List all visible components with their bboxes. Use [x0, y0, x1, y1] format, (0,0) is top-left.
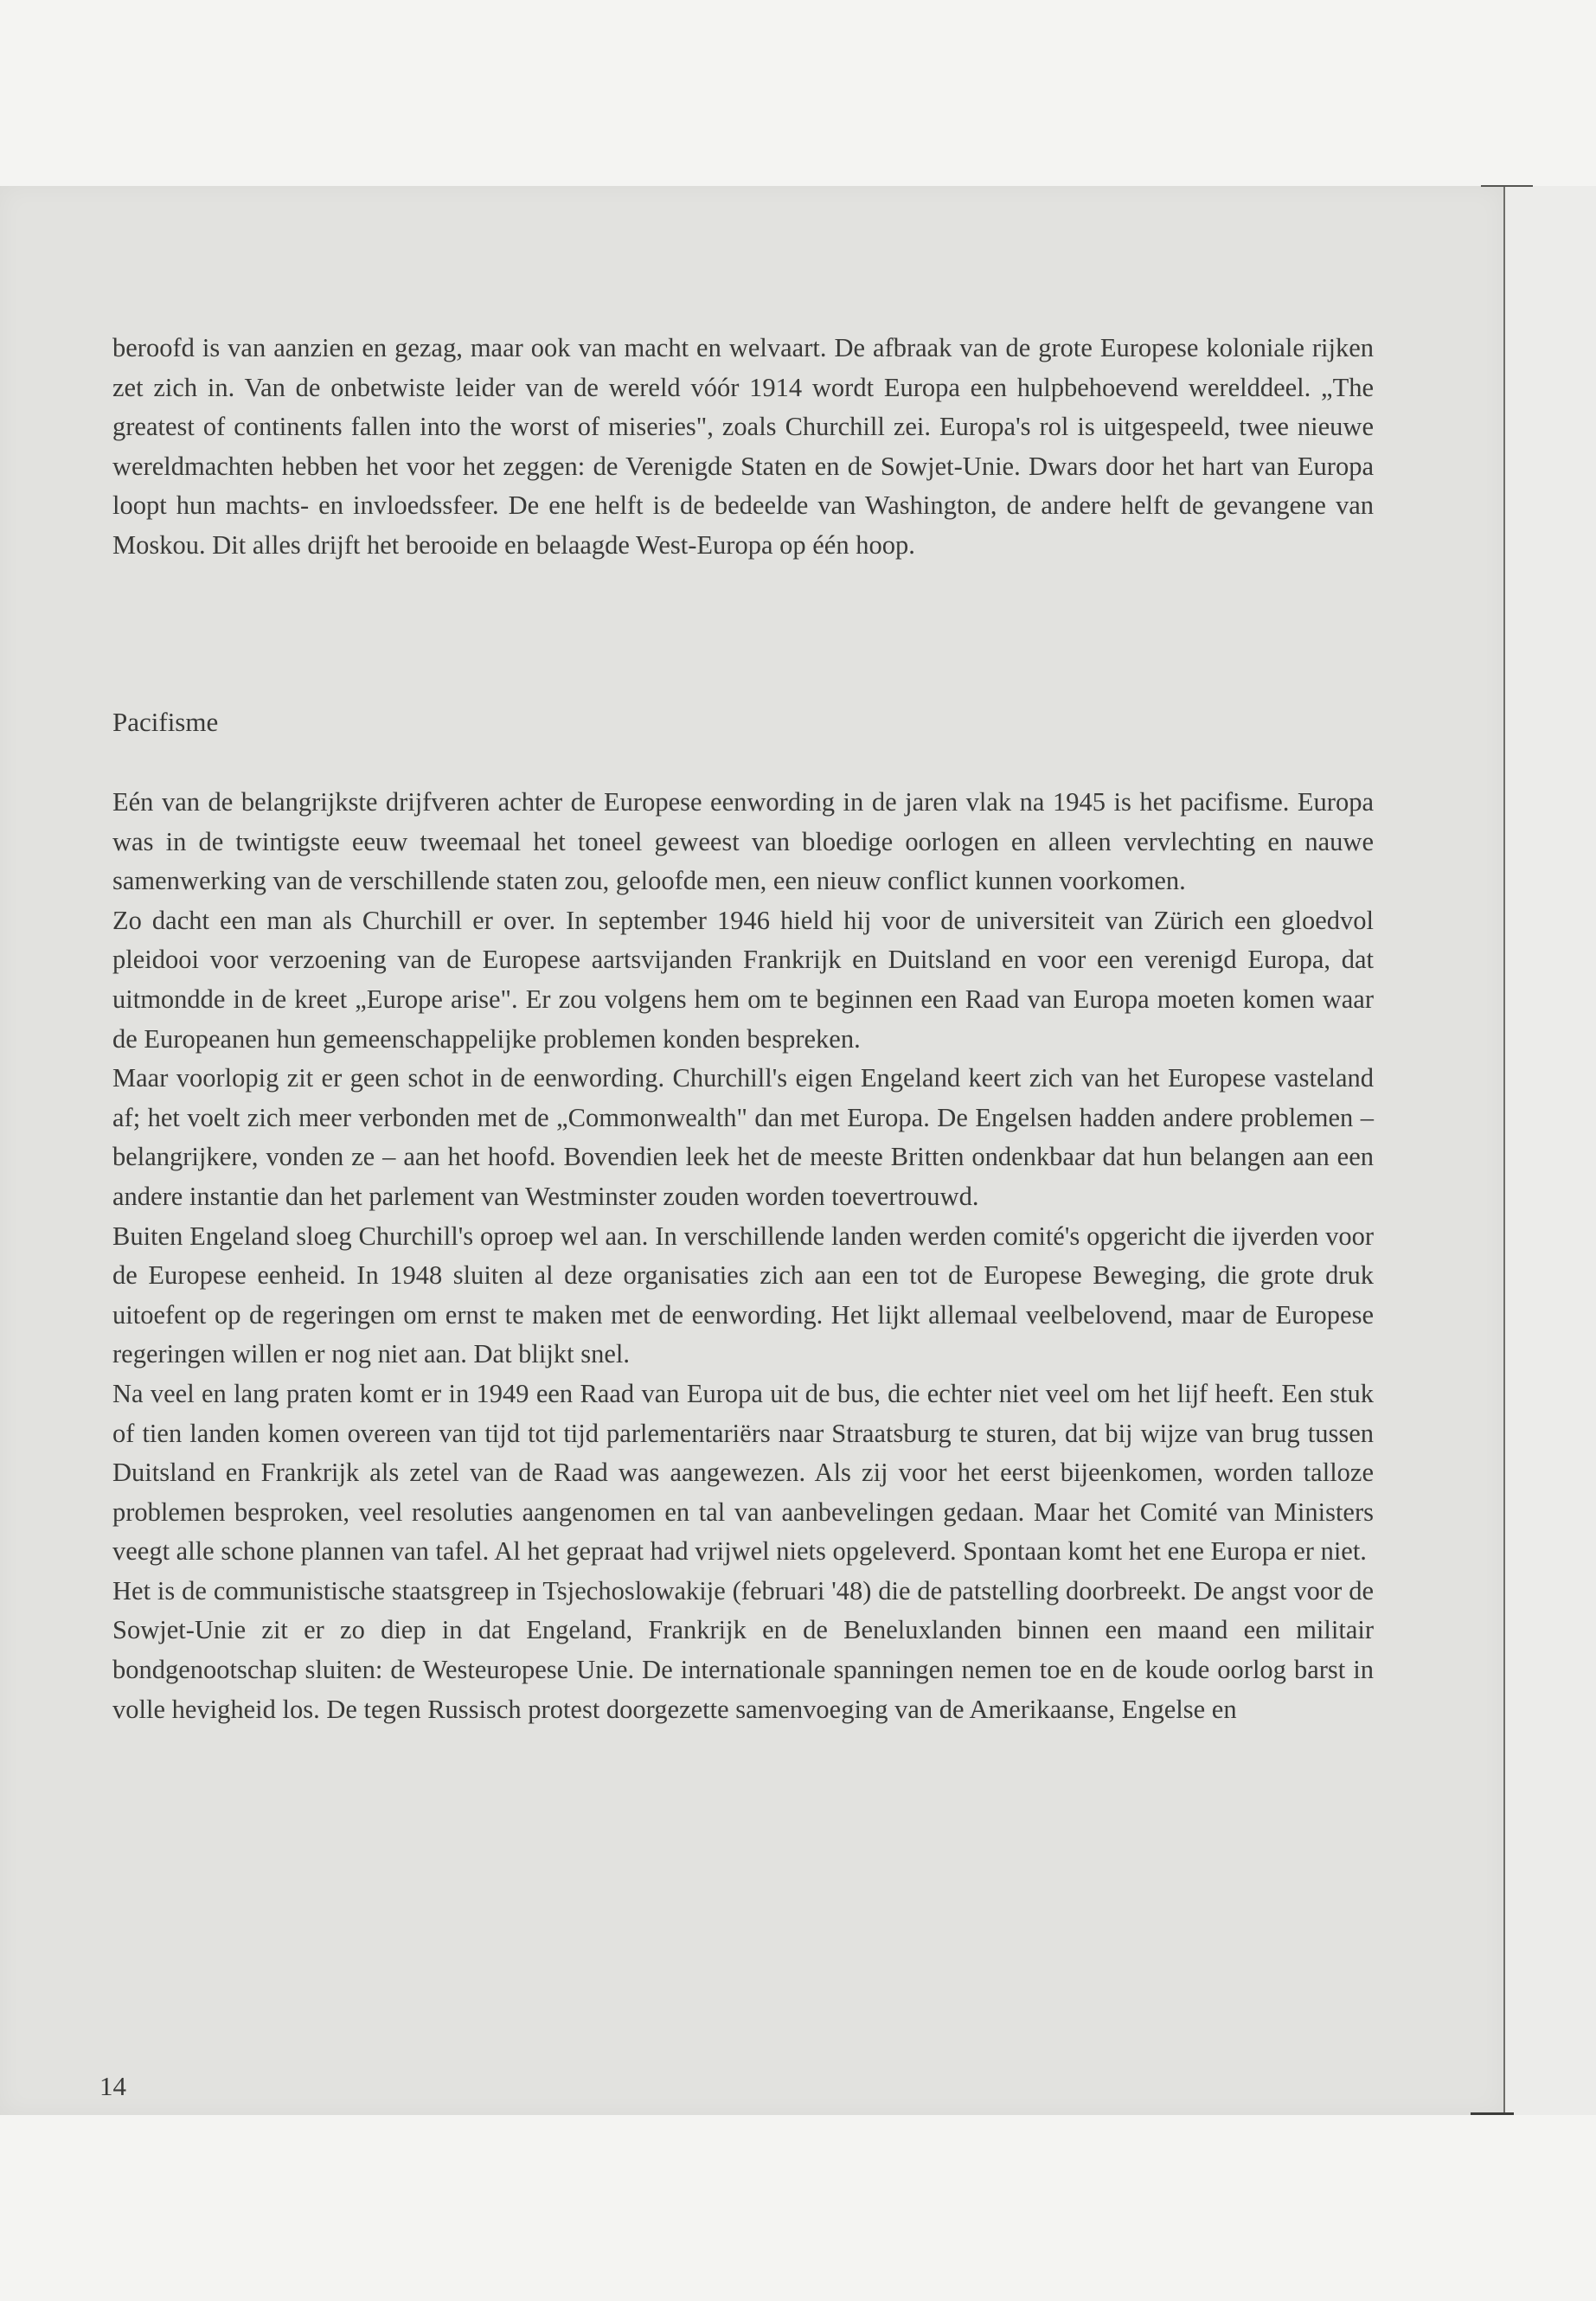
paragraph: Buiten Engeland sloeg Churchill's oproep wel aan. In verschillende landen werden comité's opgericht die ijverden voor de Europese eenheid. In 1948 sluiten al deze organisaties zich aan een tot de Europese Beweging, die grote druk uitoefent op de regeringen om ernst te maken met de eenwording. Het lijkt allemaal veelbelovend, maar de Europese regeringen willen er nog niet aan. Dat blijkt snel. — [112, 1221, 1374, 1369]
paragraph: Zo dacht een man als Churchill er over. In september 1946 hield hij voor de universiteit van Zürich een gloedvol pleidooi voor verzoening van de Europese aartsvijanden Frankrijk en Duitsland en voor een verenigd Europa, dat uitmondde in de kreet „Europe arise". Er zou volgens hem om te beginnen een Raad van Europa moeten komen waar de Europeanen hun gemeenschappelijke problemen konden bespreken. — [112, 905, 1374, 1054]
paragraph: Na veel en lang praten komt er in 1949 een Raad van Europa uit de bus, die echter niet veel om het lijf heeft. Een stuk of tien landen komen overeen van tijd tot tijd parlementariërs naar Straatsburg te sturen, dat bij wijze van brug tussen Duitsland en Frankrijk als zetel van de Raad was aangewezen. Als zij voor het eerst bijeenkomen, worden talloze problemen besproken, veel resoluties aangenomen en tal van aanbevelingen gedaan. Maar het Comité van Ministers veegt alle schone plannen van tafel. Al het gepraat had vrijwel niets opgeleverd. Spontaan komt het ene Europa er niet. — [112, 1378, 1374, 1567]
intro-paragraph: beroofd is van aanzien en gezag, maar ook van macht en welvaart. De afbraak van de grote Europese koloniale rijken zet zich in. Van de onbetwiste leider van de wereld vóór 1914 wordt Europa een hulpbehoevend werelddeel. „The greatest of continents fallen into the worst of miseries", zoals Churchill zei. Europa's rol is uitgespeeld, twee nieuwe wereldmachten hebben het voor het zeggen: de Verenigde Staten en de Sowjet-Unie. Dwars door het hart van Europa loopt hun machts- en invloedssfeer. De ene helft is de bedeelde van Washington, de andere helft de gevangene van Moskou. Dit alles drijft het berooide en belaagde West-Europa op één hoop. — [112, 333, 1374, 560]
page-edge-line-top — [1481, 185, 1533, 187]
page-number: 14 — [99, 2071, 126, 2101]
next-page-edge — [1503, 186, 1596, 2115]
page-edge-line-bottom — [1471, 2112, 1514, 2115]
paragraph: Eén van de belangrijkste drijfveren achter de Europese eenwording in de jaren vlak na 1945 is het pacifisme. Europa was in de twintigste eeuw tweemaal het toneel geweest van bloedige oorlogen en alleen vervlechting en nauwe samenwerking van de verschillende staten zou, geloofde men, een nieuw conflict kunnen voorkomen. — [112, 787, 1374, 896]
intro-text-block — [112, 329, 1374, 566]
page-edge-line — [1503, 186, 1505, 2115]
section-heading: Pacifisme — [112, 707, 219, 737]
paragraph: Maar voorlopig zit er geen schot in de eenwording. Churchill's eigen Engeland keert zich van het Europese vasteland af; het voelt zich meer verbonden met de „Commonwealth" dan met Europa. De Engelsen hadden andere problemen – belangrijkere, vonden ze – aan het hoofd. Bovendien leek het de meeste Britten ondenkbaar dat hun belangen aan een andere instantie dan het parlement van Westminster zouden worden toevertrouwd. — [112, 1063, 1374, 1211]
paragraph: Het is de communistische staatsgreep in Tsjechoslowakije (februari '48) die de patstelling doorbreekt. De angst voor de Sowjet-Unie zit er zo diep in dat Engeland, Frankrijk en de Beneluxlanden binnen een maand een militair bondgenootschap sluiten: de Westeuropese Unie. De internationale spanningen nemen toe en de koude oorlog barst in volle hevigheid los. De tegen Russisch protest doorgezette samenvoeging van de Amerikaanse, Engelse en — [112, 1575, 1374, 1724]
body-text-block — [112, 783, 1374, 1729]
